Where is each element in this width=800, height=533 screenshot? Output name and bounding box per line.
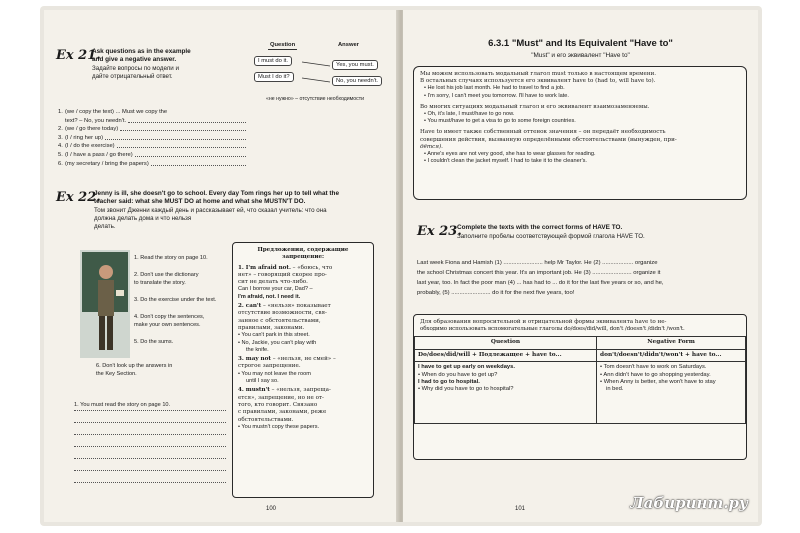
ex21-task-ru-1: Задайте вопросы по модели и [92, 65, 179, 72]
ex23-line-1: Last week Fiona and Hamish (1) ........................ help Mr Taylor. He (2) ................... organize [417, 260, 658, 266]
section-title: 6.3.1 "Must" and Its Equivalent "Have to" [488, 38, 673, 49]
ex22-task-ru-1: Том звонит Дженни каждый день и рассказывает ей, что сказал учитель: что она [94, 207, 327, 214]
rule-4: 4. mustn't – «нельзя, запреща- [238, 387, 331, 394]
info-line: Мы можем использовать модальный глагол must только в настоящем времени. [420, 71, 657, 77]
ex23-line-3: last year, too. In fact the poor man (4) ... has had to ... do it for the last five years or so, and he, [417, 280, 664, 286]
page-number-right: 101 [515, 506, 526, 512]
info-example: • You must/have to get a visa to go to some foreign countries. [420, 118, 740, 125]
example-line: in bed. [606, 386, 624, 393]
rule-line: отсутствие возможности, свя- [238, 310, 327, 317]
list-item: 2. Don't use the dictionary [134, 272, 199, 278]
col-question: Question [270, 42, 296, 48]
answer-line[interactable] [74, 463, 226, 471]
ex21-items [58, 108, 246, 168]
list-item: to translate the story. [134, 280, 186, 286]
list-item: 4. (I / do the exercise) [58, 142, 246, 151]
answer-line[interactable] [117, 142, 246, 148]
ex21-number: Ex 21. [56, 48, 101, 63]
example-line: • Ann didn't have to go shopping yesterday. [600, 372, 742, 379]
grammar-box-prohibition [232, 242, 374, 498]
info-box-must-have-to [413, 66, 747, 200]
grammar-title-1: Предложения, содержащие [257, 247, 349, 253]
info-line: дётся). [420, 143, 443, 150]
section-subtitle: "Must" и его эквивалент "Have to" [531, 52, 630, 59]
info-line: Во многих ситуациях модальный глагол и его эквивалент взаимозаменяемы. [420, 103, 650, 110]
rule-example: Can I borrow your car, Dad? – [238, 286, 313, 293]
list-item: 1. (we / copy the text) ... Must we copy the [58, 109, 168, 115]
forms-table [414, 336, 746, 424]
ex21-task-en-2: and give a negative answer. [92, 56, 177, 63]
formula-question: Do/does/did/will + Подлежащее + have to... [415, 349, 597, 361]
example-a2: No, you needn't. [332, 76, 382, 86]
ex23-number: Ex 23. [417, 224, 462, 239]
list-item: text? – No, you needn't. [58, 117, 246, 126]
example-line: • When Anny is better, she won't have to stay [600, 379, 742, 386]
ex21-task-ru [92, 65, 242, 81]
info-line: совершения действия, вызванную определёнными обстоятельствами (вынужден, при- [420, 136, 677, 143]
answer-line[interactable] [120, 125, 246, 131]
list-item: make your own sentences. [134, 322, 201, 328]
page-number-left: 100 [266, 506, 277, 512]
ex21-task-ru-2: дайте отрицательный ответ. [92, 73, 173, 80]
answer-line[interactable] [135, 151, 246, 157]
example-line: I have to get up early on weekdays. [418, 364, 515, 371]
table-box-have-to-forms [413, 314, 747, 460]
info-example: • Oh, it's late, I must/have to go now. [420, 111, 740, 118]
ex23-line-2: the school Christmas concert this year. It's an important job. He (3) ........................ organize it [417, 270, 661, 276]
right-page [403, 10, 758, 522]
info-example: • He lost his job last month. He had to travel to find a job. [420, 85, 740, 92]
formula-negative: don't/doesn't/didn't/won't + have to... [597, 349, 746, 361]
ex22-number: Ex 22. [56, 190, 101, 205]
example-line: • Why did you have to go to hospital? [418, 386, 593, 393]
ex22-task-ru-3: делать. [94, 223, 116, 230]
list-item: 3. Do the exercise under the text. [134, 297, 217, 303]
example-line: • When do you have to get up? [418, 372, 593, 379]
rule-line: обстоятельствами. [238, 416, 294, 423]
table-intro-1: Для образования вопросительной и отрицательной формы эквивалента have to не- [420, 319, 667, 325]
rule-line: ется», запрещение, но не от- [238, 394, 324, 401]
ex22-answers [74, 402, 226, 483]
ex21-example [250, 40, 390, 112]
example-note: «не нужно» – отсутствие необходимости [266, 96, 364, 102]
rule-line: того, кто говорит. Связано [238, 401, 318, 408]
left-page [44, 10, 399, 522]
table-header-question: Question [415, 337, 597, 349]
ex23-task-ru: Заполните пробелы соответствующей формой глагола HAVE TO. [457, 233, 645, 240]
ex22-task-en-2: teacher said: what she MUST DO at home and what she MUSTN'T DO. [94, 198, 306, 205]
answer-line[interactable] [74, 427, 226, 435]
ex21-task-en [92, 48, 242, 64]
ex21-task-en-1: Ask questions as in the example [92, 48, 191, 55]
ex22-task-en-1: Jenny is ill, she doesn't go to school. Every day Tom rings her up to tell what the [94, 190, 339, 197]
info-example: • Anne's eyes are not very good, she has to wear glasses for reading. [420, 151, 740, 158]
example-q1: I must do it. [254, 56, 292, 66]
question-examples [415, 362, 597, 424]
rule-1: 1. I'm afraid not. – «боюсь, что [238, 264, 333, 271]
table-header-negative: Negative Form [597, 337, 746, 349]
book-spread [40, 6, 762, 526]
answer-line[interactable] [151, 160, 246, 166]
example-line: • Tom doesn't have to work on Saturdays. [600, 364, 742, 371]
teacher-figure-icon [80, 250, 130, 358]
list-item: 3. (I / ring her up) [58, 134, 246, 143]
list-item: 1. Read the story on page 10. [134, 255, 208, 261]
list-item: 6. Don't look up the answers in [96, 363, 173, 369]
ex23-task-en: Complete the texts with the correct forms of HAVE TO. [457, 224, 623, 231]
rule-example: until I say so. [246, 378, 279, 385]
answer-line[interactable] [74, 475, 226, 483]
ex22-task-en [94, 190, 394, 206]
table-intro-2: обходимо использовать вспомогательные глаголы do/does/did/will, don't /doesn't /didn't /won't. [420, 326, 685, 333]
ex22-list [134, 254, 217, 355]
answer-line[interactable] [105, 134, 246, 140]
info-example: • I'm sorry, I can't meet you tomorrow. I'll have to work late. [420, 93, 740, 100]
teacher-illustration [80, 250, 130, 358]
rule-line: правилами, законами. [238, 324, 305, 331]
example-line: I had to go to hospital. [418, 379, 480, 386]
list-item: 5. Do the sums. [134, 339, 174, 345]
rule-example: • You can't park in this street. [238, 332, 368, 339]
rule-2: 2. can't – «нельзя» показывает [238, 303, 331, 310]
ex23-text [417, 258, 751, 298]
rule-example: the knife. [246, 346, 269, 353]
rule-line: с правилами, законами, реже [238, 409, 327, 416]
ex22-task-ru [94, 207, 394, 231]
list-item: 6. (my secretary / bring the papers) [58, 160, 246, 169]
rule-example: • You may not leave the room [238, 371, 368, 378]
example-q2: Must I do it? [254, 72, 294, 82]
rule-line: занное с обстоятельствами, [238, 317, 321, 324]
rule-line: сит не делать что-либо. [238, 279, 308, 286]
list-item: 2. (we / go there today) [58, 125, 246, 134]
grammar-title-2: запрещение: [281, 254, 325, 261]
list-item: 4. Don't copy the sentences, [134, 314, 205, 320]
answer-line[interactable] [74, 451, 226, 459]
answer-line[interactable] [128, 117, 246, 123]
negative-examples [597, 362, 746, 424]
list-item: the Key Section. [96, 371, 137, 377]
rule-3: 3. may not – «нельзя, не смей» – [238, 356, 336, 363]
info-line: В остальных случаях используется его эквивалент have to (had to, will have to). [420, 78, 656, 85]
answer-line[interactable] [74, 439, 226, 447]
ex22-task-ru-2: должна делать дома и что нельзя [94, 215, 192, 222]
example-a1: Yes, you must. [332, 60, 378, 70]
info-line: Have to имеет также собственный оттенок значения – он передаёт необходимость [420, 129, 666, 136]
rule-example: I'm afraid, not. I need it. [238, 293, 301, 300]
rule-line: строгое запрещение. [238, 363, 301, 370]
labirint-watermark-logo: Лабиринт.ру [630, 494, 748, 512]
answer-line[interactable] [74, 415, 226, 423]
col-answer: Answer [338, 42, 359, 48]
rule-example: • You mustn't copy these papers. [238, 424, 368, 431]
ex23-line-4: probably, (5) ........................ do it for the next five years, too! [417, 290, 575, 296]
ex22-list-tail [96, 362, 176, 378]
rule-line: нет» – говорящий скорее про- [238, 271, 327, 278]
arrow-icons [300, 58, 334, 88]
rule-example: • No, Jackie, you can't play with [238, 340, 368, 347]
list-item: 5. (I / have a pass / go there) [58, 151, 246, 160]
info-example: • I couldn't clean the jacket myself. I had to take it to the cleaner's. [420, 158, 740, 165]
answer-example: 1. You must read the story on page 10. [74, 402, 226, 411]
